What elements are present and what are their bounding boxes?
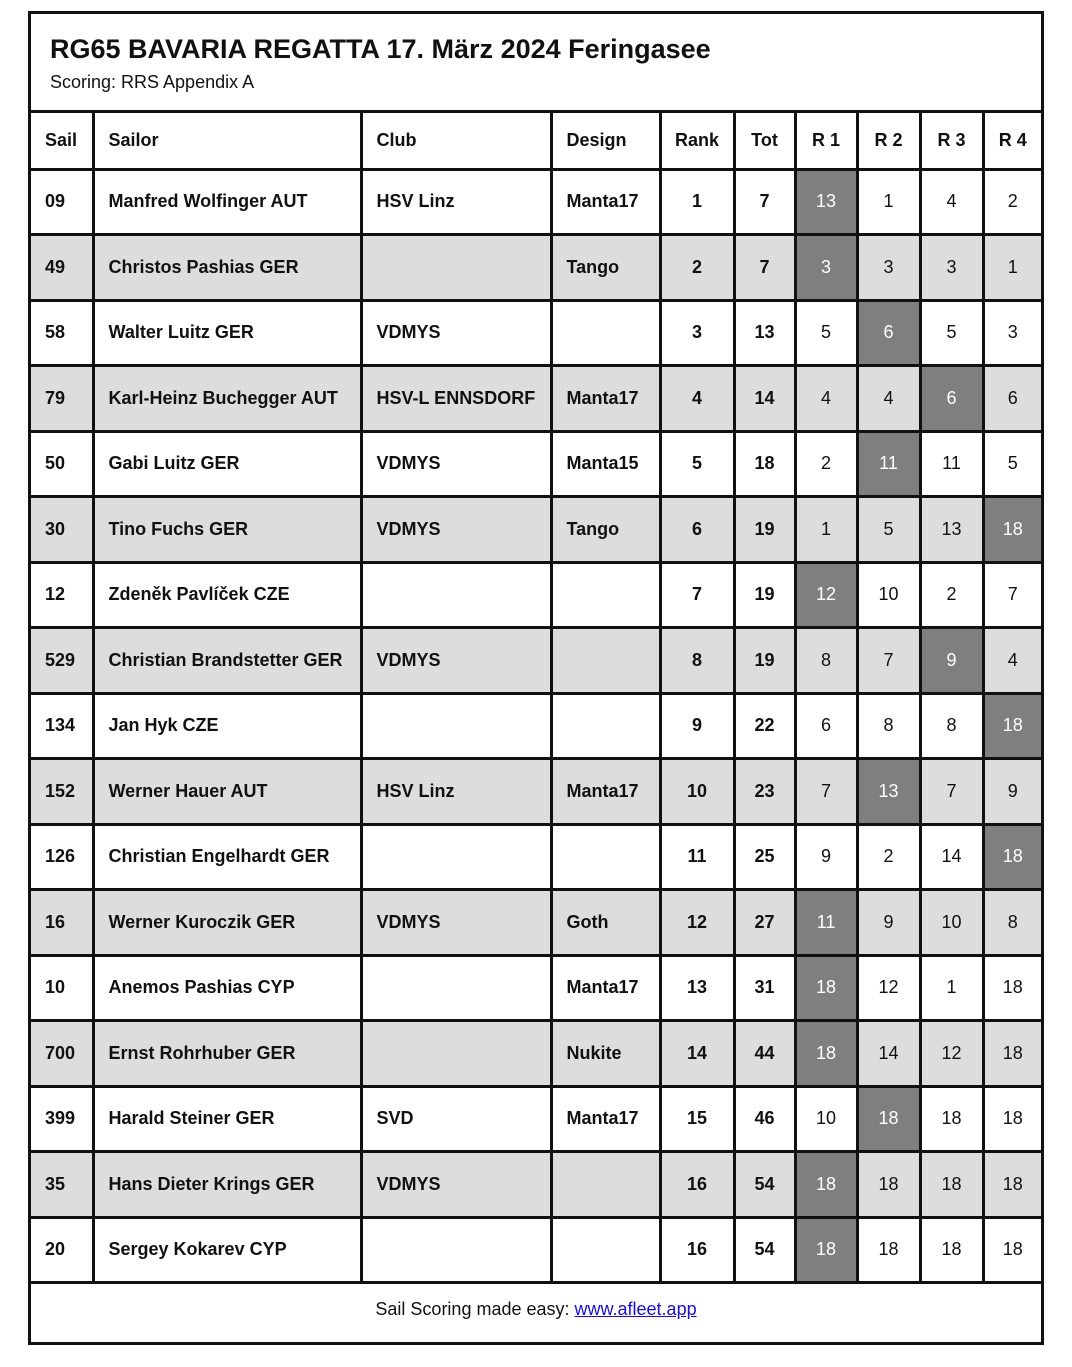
design-cell: Tango — [551, 497, 660, 563]
race-3-score-cell: 7 — [920, 759, 983, 825]
race-3-score-cell: 14 — [920, 824, 983, 890]
rank-cell: 4 — [660, 366, 734, 432]
race-1-score-cell: 11 — [795, 890, 857, 956]
rank-cell: 16 — [660, 1152, 734, 1218]
total-cell: 23 — [734, 759, 795, 825]
results-body — [31, 169, 1041, 1283]
race-3-score-cell: 9 — [920, 628, 983, 694]
race-3-score-cell: 13 — [920, 497, 983, 563]
race-4-score-cell: 5 — [983, 431, 1041, 497]
race-1-score-cell: 4 — [795, 366, 857, 432]
race-2-score-cell: 6 — [857, 300, 920, 366]
col-header-club[interactable]: Club — [361, 113, 551, 169]
total-cell: 46 — [734, 1086, 795, 1152]
design-cell — [551, 1217, 660, 1283]
race-4-score-cell: 18 — [983, 1217, 1041, 1283]
page-title: RG65 BAVARIA REGATTA 17. März 2024 Feringasee — [50, 34, 711, 64]
sail-cell: 49 — [31, 235, 93, 301]
sailor-cell: Harald Steiner GER — [93, 1086, 361, 1152]
design-cell: Manta17 — [551, 169, 660, 235]
footer-text: Sail Scoring made easy: — [375, 1298, 570, 1319]
rank-cell: 14 — [660, 1021, 734, 1087]
rank-cell: 6 — [660, 497, 734, 563]
sail-cell: 79 — [31, 366, 93, 432]
club-cell — [361, 693, 551, 759]
club-cell — [361, 235, 551, 301]
race-4-score-cell: 18 — [983, 955, 1041, 1021]
total-cell: 27 — [734, 890, 795, 956]
table-row — [31, 562, 1041, 628]
race-2-score-cell: 13 — [857, 759, 920, 825]
race-1-score-cell: 8 — [795, 628, 857, 694]
sailor-cell: Christian Brandstetter GER — [93, 628, 361, 694]
sailor-cell: Tino Fuchs GER — [93, 497, 361, 563]
race-1-score-cell: 18 — [795, 1152, 857, 1218]
club-cell — [361, 824, 551, 890]
club-cell: SVD — [361, 1086, 551, 1152]
sail-cell: 134 — [31, 693, 93, 759]
rank-cell: 15 — [660, 1086, 734, 1152]
col-header-rank[interactable]: Rank — [660, 113, 734, 169]
table-row — [31, 366, 1041, 432]
design-cell — [551, 824, 660, 890]
sail-cell: 58 — [31, 300, 93, 366]
table-row — [31, 1086, 1041, 1152]
table-row — [31, 955, 1041, 1021]
race-4-score-cell: 18 — [983, 824, 1041, 890]
design-cell: Manta17 — [551, 759, 660, 825]
design-cell — [551, 562, 660, 628]
sail-cell: 30 — [31, 497, 93, 563]
race-2-score-cell: 11 — [857, 431, 920, 497]
table-row — [31, 235, 1041, 301]
col-header-r4[interactable]: R 4 — [983, 113, 1041, 169]
sail-cell: 529 — [31, 628, 93, 694]
col-header-r2[interactable]: R 2 — [857, 113, 920, 169]
race-4-score-cell: 1 — [983, 235, 1041, 301]
club-cell: HSV Linz — [361, 759, 551, 825]
sailor-cell: Zdeněk Pavlíček CZE — [93, 562, 361, 628]
club-cell: VDMYS — [361, 1152, 551, 1218]
table-row — [31, 169, 1041, 235]
club-cell — [361, 1217, 551, 1283]
race-4-score-cell: 9 — [983, 759, 1041, 825]
rank-cell: 5 — [660, 431, 734, 497]
sailor-cell: Hans Dieter Krings GER — [93, 1152, 361, 1218]
table-row — [31, 628, 1041, 694]
race-1-score-cell: 7 — [795, 759, 857, 825]
race-4-score-cell: 18 — [983, 693, 1041, 759]
sailor-cell: Karl-Heinz Buchegger AUT — [93, 366, 361, 432]
sail-cell: 12 — [31, 562, 93, 628]
results-table — [31, 113, 1041, 1284]
sailor-cell: Sergey Kokarev CYP — [93, 1217, 361, 1283]
race-4-score-cell: 7 — [983, 562, 1041, 628]
race-1-score-cell: 13 — [795, 169, 857, 235]
sail-cell: 152 — [31, 759, 93, 825]
table-row — [31, 1217, 1041, 1283]
total-cell: 19 — [734, 497, 795, 563]
race-2-score-cell: 12 — [857, 955, 920, 1021]
race-3-score-cell: 18 — [920, 1152, 983, 1218]
table-row — [31, 759, 1041, 825]
sail-cell: 16 — [31, 890, 93, 956]
sailor-cell: Jan Hyk CZE — [93, 693, 361, 759]
race-3-score-cell: 18 — [920, 1086, 983, 1152]
results-header — [31, 14, 1041, 113]
sailor-cell: Anemos Pashias CYP — [93, 955, 361, 1021]
race-3-score-cell: 11 — [920, 431, 983, 497]
race-2-score-cell: 9 — [857, 890, 920, 956]
race-1-score-cell: 5 — [795, 300, 857, 366]
race-2-score-cell: 14 — [857, 1021, 920, 1087]
sailor-cell: Werner Kuroczik GER — [93, 890, 361, 956]
sail-cell: 09 — [31, 169, 93, 235]
race-2-score-cell: 2 — [857, 824, 920, 890]
sailor-cell: Christos Pashias GER — [93, 235, 361, 301]
race-1-score-cell: 10 — [795, 1086, 857, 1152]
race-3-score-cell: 4 — [920, 169, 983, 235]
total-cell: 13 — [734, 300, 795, 366]
table-row — [31, 693, 1041, 759]
race-3-score-cell: 18 — [920, 1217, 983, 1283]
club-cell: HSV Linz — [361, 169, 551, 235]
club-cell: VDMYS — [361, 628, 551, 694]
club-cell: VDMYS — [361, 497, 551, 563]
race-2-score-cell: 18 — [857, 1086, 920, 1152]
club-cell: VDMYS — [361, 890, 551, 956]
sail-cell: 20 — [31, 1217, 93, 1283]
race-3-score-cell: 2 — [920, 562, 983, 628]
race-4-score-cell: 6 — [983, 366, 1041, 432]
race-2-score-cell: 5 — [857, 497, 920, 563]
total-cell: 7 — [734, 235, 795, 301]
col-header-sailor[interactable]: Sailor — [93, 113, 361, 169]
sailor-cell: Gabi Luitz GER — [93, 431, 361, 497]
race-1-score-cell: 18 — [795, 1021, 857, 1087]
rank-cell: 8 — [660, 628, 734, 694]
rank-cell: 2 — [660, 235, 734, 301]
table-row — [31, 1152, 1041, 1218]
col-header-design[interactable]: Design — [551, 113, 660, 169]
race-4-score-cell: 2 — [983, 169, 1041, 235]
table-row — [31, 300, 1041, 366]
footer — [31, 1276, 1041, 1342]
race-2-score-cell: 18 — [857, 1217, 920, 1283]
club-cell — [361, 1021, 551, 1087]
design-cell: Goth — [551, 890, 660, 956]
sail-cell: 50 — [31, 431, 93, 497]
race-2-score-cell: 10 — [857, 562, 920, 628]
rank-cell: 12 — [660, 890, 734, 956]
sail-cell: 10 — [31, 955, 93, 1021]
race-1-score-cell: 1 — [795, 497, 857, 563]
race-1-score-cell: 3 — [795, 235, 857, 301]
sailor-cell: Ernst Rohrhuber GER — [93, 1021, 361, 1087]
total-cell: 18 — [734, 431, 795, 497]
design-cell: Manta17 — [551, 955, 660, 1021]
race-4-score-cell: 18 — [983, 497, 1041, 563]
design-cell: Manta15 — [551, 431, 660, 497]
rank-cell: 16 — [660, 1217, 734, 1283]
rank-cell: 9 — [660, 693, 734, 759]
race-2-score-cell: 1 — [857, 169, 920, 235]
results-sheet — [28, 11, 1044, 1345]
race-2-score-cell: 18 — [857, 1152, 920, 1218]
design-cell: Nukite — [551, 1021, 660, 1087]
rank-cell: 3 — [660, 300, 734, 366]
table-row — [31, 890, 1041, 956]
sailor-cell: Christian Engelhardt GER — [93, 824, 361, 890]
rank-cell: 11 — [660, 824, 734, 890]
sail-cell: 126 — [31, 824, 93, 890]
total-cell: 54 — [734, 1217, 795, 1283]
race-4-score-cell: 8 — [983, 890, 1041, 956]
design-cell — [551, 628, 660, 694]
sailor-cell: Werner Hauer AUT — [93, 759, 361, 825]
race-4-score-cell: 18 — [983, 1021, 1041, 1087]
race-3-score-cell: 6 — [920, 366, 983, 432]
club-cell: VDMYS — [361, 300, 551, 366]
total-cell: 54 — [734, 1152, 795, 1218]
total-cell: 14 — [734, 366, 795, 432]
design-cell — [551, 1152, 660, 1218]
race-3-score-cell: 5 — [920, 300, 983, 366]
race-4-score-cell: 4 — [983, 628, 1041, 694]
race-3-score-cell: 1 — [920, 955, 983, 1021]
club-cell: VDMYS — [361, 431, 551, 497]
club-cell: HSV-L ENNSDORF — [361, 366, 551, 432]
race-1-score-cell: 9 — [795, 824, 857, 890]
sail-cell: 700 — [31, 1021, 93, 1087]
sail-cell: 399 — [31, 1086, 93, 1152]
sailor-cell: Walter Luitz GER — [93, 300, 361, 366]
race-2-score-cell: 8 — [857, 693, 920, 759]
col-header-r1[interactable]: R 1 — [795, 113, 857, 169]
club-cell — [361, 562, 551, 628]
race-1-score-cell: 18 — [795, 1217, 857, 1283]
scoring-subtitle: Scoring: RRS Appendix A — [50, 72, 255, 92]
design-cell — [551, 300, 660, 366]
race-1-score-cell: 2 — [795, 431, 857, 497]
sail-cell: 35 — [31, 1152, 93, 1218]
race-4-score-cell: 3 — [983, 300, 1041, 366]
race-3-score-cell: 12 — [920, 1021, 983, 1087]
afleet-link[interactable]: www.afleet.app — [574, 1298, 697, 1319]
race-4-score-cell: 18 — [983, 1152, 1041, 1218]
club-cell — [361, 955, 551, 1021]
table-row — [31, 431, 1041, 497]
design-cell: Manta17 — [551, 1086, 660, 1152]
total-cell: 7 — [734, 169, 795, 235]
race-3-score-cell: 8 — [920, 693, 983, 759]
race-3-score-cell: 10 — [920, 890, 983, 956]
table-header-row — [31, 113, 1041, 169]
race-2-score-cell: 4 — [857, 366, 920, 432]
design-cell: Tango — [551, 235, 660, 301]
race-1-score-cell: 6 — [795, 693, 857, 759]
table-row — [31, 497, 1041, 563]
total-cell: 31 — [734, 955, 795, 1021]
col-header-r3[interactable]: R 3 — [920, 113, 983, 169]
race-1-score-cell: 18 — [795, 955, 857, 1021]
design-cell: Manta17 — [551, 366, 660, 432]
design-cell — [551, 693, 660, 759]
total-cell: 44 — [734, 1021, 795, 1087]
race-2-score-cell: 3 — [857, 235, 920, 301]
table-row — [31, 824, 1041, 890]
rank-cell: 13 — [660, 955, 734, 1021]
total-cell: 22 — [734, 693, 795, 759]
race-3-score-cell: 3 — [920, 235, 983, 301]
rank-cell: 7 — [660, 562, 734, 628]
rank-cell: 10 — [660, 759, 734, 825]
race-4-score-cell: 18 — [983, 1086, 1041, 1152]
total-cell: 19 — [734, 562, 795, 628]
table-row — [31, 1021, 1041, 1087]
race-2-score-cell: 7 — [857, 628, 920, 694]
col-header-tot[interactable]: Tot — [734, 113, 795, 169]
total-cell: 19 — [734, 628, 795, 694]
sailor-cell: Manfred Wolfinger AUT — [93, 169, 361, 235]
col-header-sail[interactable]: Sail — [31, 113, 93, 169]
race-1-score-cell: 12 — [795, 562, 857, 628]
rank-cell: 1 — [660, 169, 734, 235]
total-cell: 25 — [734, 824, 795, 890]
